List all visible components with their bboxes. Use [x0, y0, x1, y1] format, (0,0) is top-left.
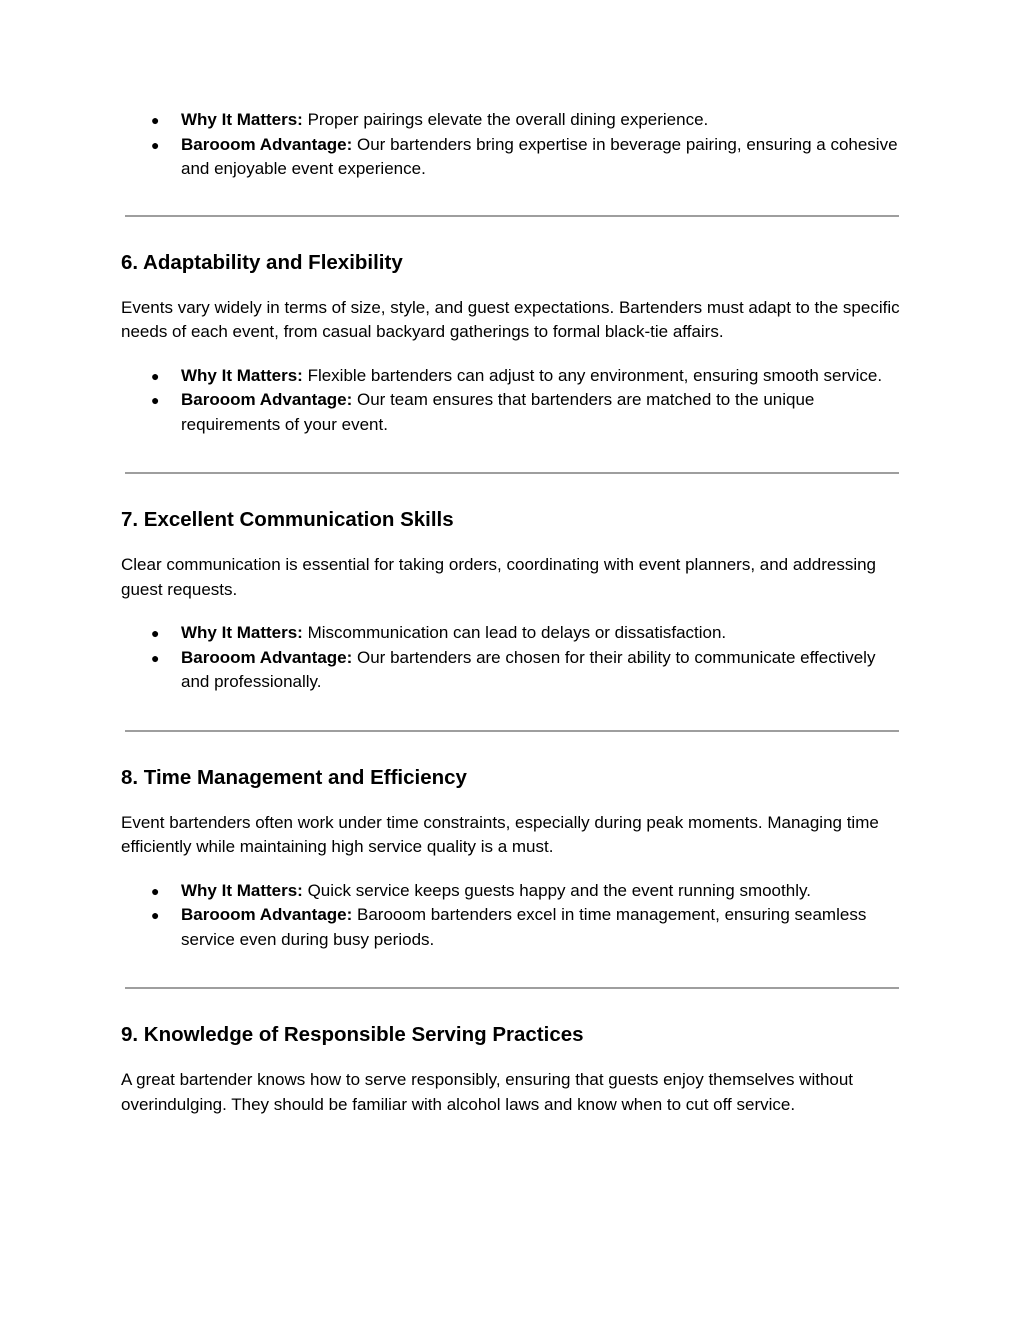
list-item	[121, 364, 906, 389]
section-body: Events vary widely in terms of size, style, and guest expectations. Bartenders must adapt to the specific needs of each event, from casual backyard gatherings to formal black-tie affairs.	[121, 297, 900, 341]
section-bullet-list	[121, 364, 906, 438]
list-item	[121, 903, 906, 952]
bullet-label: Why It Matters:	[181, 110, 303, 129]
section-heading: 7. Excellent Communication Skills	[121, 508, 454, 531]
section-divider	[125, 215, 899, 217]
bullet-text: Barooom bartenders excel in time management, ensuring seamless service even during busy periods.	[181, 905, 867, 949]
list-item	[121, 388, 906, 437]
section-divider	[125, 472, 899, 474]
bullet-icon: ●	[151, 136, 160, 153]
bullet-text: Flexible bartenders can adjust to any environment, ensuring smooth service.	[302, 365, 883, 385]
bullet-label: Barooom Advantage:	[181, 905, 353, 924]
section-bullet-list	[121, 621, 906, 695]
section-divider	[125, 730, 899, 732]
bullet-text: Miscommunication can lead to delays or dissatisfaction.	[302, 623, 727, 642]
bullet-icon: ●	[151, 367, 160, 384]
section-body: Clear communication is essential for taking orders, coordinating with event planners, and addressing guest requests.	[121, 555, 877, 599]
section-body: A great bartender knows how to serve responsibly, ensuring that guests enjoy themselves without overindulging. They should be familiar with alcohol laws and know when to cut off service.	[121, 1070, 854, 1114]
bullet-text: Our bartenders are chosen for their ability to communicate effectively and professionally.	[181, 647, 876, 691]
bullet-text: Quick service keeps guests happy and the event running smoothly.	[302, 880, 811, 900]
document-page	[121, 108, 906, 1117]
section-divider	[125, 987, 899, 989]
list-item	[121, 646, 906, 695]
list-item	[121, 621, 906, 646]
bullet-icon: ●	[151, 392, 160, 408]
intro-bullet-list	[121, 108, 906, 182]
bullet-label: Barooom Advantage:	[181, 390, 353, 409]
section-heading: 8. Time Management and Efficiency	[121, 765, 467, 789]
bullet-text: Our team ensures that bartenders are matched to the unique requirements of your event.	[181, 390, 815, 434]
bullet-icon: ●	[151, 882, 160, 899]
list-item	[121, 879, 906, 904]
section-heading: 9. Knowledge of Responsible Serving Practices	[121, 1023, 584, 1046]
bullet-label: Why It Matters:	[181, 623, 303, 642]
section-heading: 6. Adaptability and Flexibility	[121, 250, 403, 274]
bullet-label: Barooom Advantage:	[181, 647, 353, 667]
bullet-icon: ●	[151, 649, 160, 666]
bullet-label: Barooom Advantage:	[181, 134, 353, 154]
list-item	[121, 133, 906, 182]
bullet-label: Why It Matters:	[181, 880, 303, 900]
bullet-icon: ●	[151, 625, 160, 641]
bullet-icon: ●	[151, 112, 160, 128]
bullet-text: Proper pairings elevate the overall dining experience.	[302, 110, 709, 129]
bullet-label: Why It Matters:	[181, 365, 303, 385]
bullet-icon: ●	[151, 907, 160, 923]
section-body: Event bartenders often work under time constraints, especially during peak moments. Managing time efficiently while maintaining high service quality is a must.	[121, 812, 879, 856]
bullet-text: Our bartenders bring expertise in beverage pairing, ensuring a cohesive and enjoyable event experience.	[181, 134, 898, 178]
section-bullet-list	[121, 879, 906, 953]
list-item	[121, 108, 906, 133]
